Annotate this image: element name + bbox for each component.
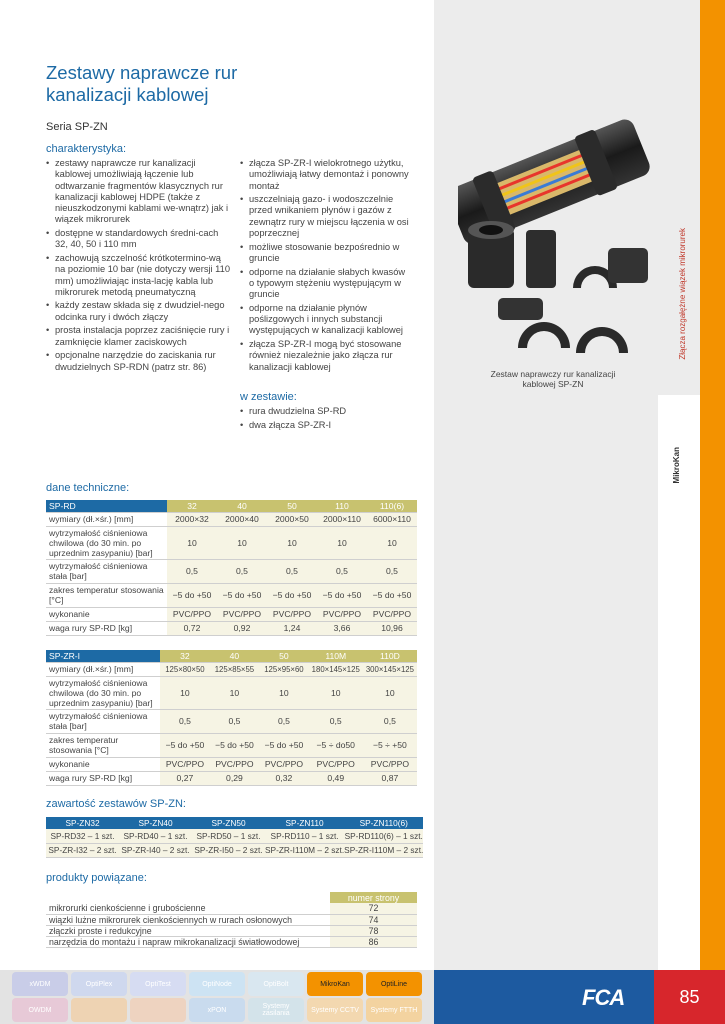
table-cell: 0,49 [309, 771, 363, 785]
page-number: 85 [654, 970, 725, 1024]
table-cell: 0,87 [363, 771, 417, 785]
table-cell: SP-RD110(6) – 1 szt. [344, 829, 423, 843]
page-ref: 74 [330, 914, 417, 925]
table-header-cell: SP-ZR-I [46, 650, 160, 662]
table-cell: SP-ZR-I110M – 2 szt. [344, 845, 424, 855]
page-ref: 78 [330, 925, 417, 936]
table-row [46, 843, 423, 857]
table-cell: PVC/PPO [259, 757, 309, 771]
product-photo [458, 118, 658, 368]
title-line-2: kanalizacji kablowej [46, 84, 209, 105]
footer-chip-optiplex[interactable]: OptiPlex [71, 972, 127, 996]
table-header-cell: 32 [160, 650, 210, 662]
row-label: wymiary (dł.×śr.) [mm] [46, 662, 160, 676]
list-item: • zestawy naprawcze rur kanalizacji kablowej umożliwiają łączenie lub odtwarzanie fragmentów klasycznych rur kanalizacji kablowej HDPE (także z nieuszkodzonymi kablami we-wnątrz) jak i wiązek mikrorurek [46, 158, 231, 226]
list-item: • uszczelniają gazo- i wodoszczelnie przed wnikaniem płynów i gazów z zewnątrz rury w miejscu łączenia w osi poprzecznej [240, 194, 412, 239]
table-row [46, 526, 417, 559]
table-header-row [46, 892, 417, 903]
table-cell: 0,32 [259, 771, 309, 785]
table-row [46, 936, 417, 947]
table-cell: −5 do +50 [167, 583, 217, 607]
table-related-products [46, 892, 417, 948]
table-cell: SP-ZR-I50 – 2 szt. [192, 843, 265, 857]
table-cell: 3,66 [317, 621, 367, 635]
table-cell: 0,72 [167, 621, 217, 635]
table-header-cell: 32 [167, 500, 217, 512]
list-item: • prosta instalacja poprzez zaciśnięcie rury i zamknięcie klamer zaciskowych [46, 325, 231, 348]
page-ref: 72 [330, 903, 417, 914]
table-cell: 300×145×125 [363, 662, 417, 676]
table-row [46, 733, 417, 757]
footer-chip-ftth[interactable]: Systemy FTTH [366, 998, 422, 1022]
row-label: waga rury SP-RD [kg] [46, 621, 167, 635]
table-row [46, 829, 423, 843]
kit-title: w zestawie: [240, 391, 297, 403]
table-cell: −5 ÷ do50 [309, 733, 363, 757]
row-label: waga rury SP-RD [kg] [46, 771, 160, 785]
list-item: • dostępne w standardowych średni-cach 32, 40, 50 i 110 mm [46, 228, 231, 251]
table-cell: −5 ÷ +50 [363, 733, 417, 757]
features-list-left [46, 158, 231, 375]
table-header-spacer [46, 892, 330, 903]
fca-logo: FCA [582, 985, 625, 1010]
table-cell: SP-RD50 – 1 szt. [192, 829, 265, 843]
table-cell: SP-RD110 – 1 szt. [265, 829, 344, 843]
table-cell: 2000×50 [267, 512, 317, 526]
row-label: zakres temperatur stosowania [°C] [46, 733, 160, 757]
table-cell: 2000×32 [167, 512, 217, 526]
contents-title: zawartość zestawów SP-ZN: [46, 798, 186, 810]
table-cell: −5 do +50 [367, 583, 417, 607]
table-cell: SP-ZR-I40 – 2 szt. [119, 843, 192, 857]
related-product: wiązki lużne mikrorurek cienkościennych w rurach osłonowych [46, 914, 330, 925]
table-header-cell: 110M [309, 650, 363, 662]
table-cell: 0,29 [210, 771, 260, 785]
table-row [46, 709, 417, 733]
related-product: mikrorurki cienkościenne i grubościenne [46, 903, 330, 914]
table-row [46, 607, 417, 621]
row-label: wymiary (dł.×śr.) [mm] [46, 512, 167, 526]
series-label: Seria SP-ZN [46, 121, 108, 133]
list-item: • złącza SP-ZR-I mogą być stosowane również niezależnie jako złącza rur kanalizacji kablowej [240, 339, 412, 373]
table-row [46, 903, 417, 914]
list-item: • odporne na działanie słabych kwasów o typowym stężeniu występującym w gruncie [240, 267, 412, 301]
table-cell: PVC/PPO [167, 607, 217, 621]
row-label: zakres temperatur stosowania [°C] [46, 583, 167, 607]
footer-chip-3[interactable] [130, 998, 186, 1022]
table-cell: PVC/PPO [317, 607, 367, 621]
table-cell: PVC/PPO [309, 757, 363, 771]
kit-list [240, 406, 412, 433]
table-cell: SP-RD40 – 1 szt. [119, 829, 192, 843]
table-cell: 10 [267, 526, 317, 559]
table-row [46, 559, 417, 583]
list-item: • każdy zestaw składa się z dwudziel-nego odcinka rury i dwóch złączy [46, 300, 231, 323]
list-item: • zachowują szczelność krótkotermino-wą na poziomie 10 bar (nie dotyczy wersji 110 mm) umożliwiając insta-lację kabla lub mikrorurek metodą pneumatyczną [46, 253, 231, 298]
table-row [46, 757, 417, 771]
table-cell: 1,24 [267, 621, 317, 635]
list-item: • złącza SP-ZR-I wielokrotnego użytku, umożliwiają łatwy demontaż i ponowny montaż [240, 158, 412, 192]
related-product: złączki proste i redukcyjne [46, 925, 330, 936]
table-cell: PVC/PPO [267, 607, 317, 621]
table-cell: 0,92 [217, 621, 267, 635]
side-section-label: Złącza rozgałężne wiązek mikrorurek [678, 228, 687, 360]
table-cell: −5 do +50 [317, 583, 367, 607]
footer-chip-xwdm[interactable]: xWDM [12, 972, 68, 996]
table-cell: 10,96 [367, 621, 417, 635]
footer-chip-optitest[interactable]: OptiTest [130, 972, 186, 996]
related-title: produkty powiązane: [46, 872, 147, 884]
table-cell: PVC/PPO [160, 757, 210, 771]
related-product: narzędzia do montażu i napraw mikrokanalizacji światłowodowej [46, 936, 330, 947]
table-sp-rd [46, 500, 417, 636]
table-cell: −5 do +50 [160, 733, 210, 757]
table-header-cell: 110(6) [367, 500, 417, 512]
footer-chip-mikrokan[interactable]: MikroKan [307, 972, 363, 996]
table-cell: −5 do +50 [259, 733, 309, 757]
table-cell: PVC/PPO [363, 757, 417, 771]
footer-chip-2[interactable] [71, 998, 127, 1022]
table-cell: SP-RD32 – 1 szt. [46, 829, 119, 843]
table-row [46, 925, 417, 936]
footer-chip-owdm[interactable]: OWDM [12, 998, 68, 1022]
table-cell: 0,5 [317, 559, 367, 583]
title-line-1: Zestawy naprawcze rur [46, 62, 238, 83]
row-label: wytrzymałość ciśnieniowa stała [bar] [46, 559, 167, 583]
side-mikrokan-label: MikroKan [672, 447, 681, 484]
table-kit-contents [46, 817, 423, 858]
table-header-row [46, 500, 417, 512]
table-cell: 10 [167, 526, 217, 559]
table-header-cell: SP-RD [46, 500, 167, 512]
table-cell: 0,5 [210, 709, 260, 733]
table-row [46, 771, 417, 785]
table-cell: 0,5 [259, 709, 309, 733]
table-row [46, 914, 417, 925]
table-cell: 125×95×60 [259, 662, 309, 676]
table-cell: 0,5 [309, 709, 363, 733]
table-cell: SP-ZR-I32 – 2 szt. [46, 843, 119, 857]
table-cell: 10 [160, 676, 210, 709]
row-label: wytrzymałość ciśnieniowa chwilowa (do 30 min. po uprzednim zasypaniu) [bar] [46, 526, 167, 559]
features-list-right [240, 158, 412, 375]
tech-title: dane techniczne: [46, 482, 130, 494]
table-header-cell: SP-ZN110 [265, 817, 344, 829]
list-item: • odporne na działanie płynów poślizgowych i innych substancji występujących w kanalizacji kablowej [240, 303, 412, 337]
section-tab-strip [700, 0, 725, 970]
footer-chip-zasilanie[interactable]: Systemy zasilania [248, 998, 304, 1022]
table-cell: 10 [317, 526, 367, 559]
table-cell: 10 [363, 676, 417, 709]
row-label: wytrzymałość ciśnieniowa stała [bar] [46, 709, 160, 733]
table-cell: 0,27 [160, 771, 210, 785]
table-cell: 10 [259, 676, 309, 709]
table-header-cell: 40 [210, 650, 260, 662]
table-cell: 10 [309, 676, 363, 709]
table-header-cell: numer strony [330, 892, 417, 903]
table-cell: 0,5 [160, 709, 210, 733]
table-cell: PVC/PPO [367, 607, 417, 621]
table-cell: 2000×40 [217, 512, 267, 526]
table-cell: 180×145×125 [309, 662, 363, 676]
table-sp-zr-i [46, 650, 417, 786]
list-item: • opcjonalne narzędzie do zaciskania rur dwudzielnych SP-RDN (patrz str. 86) [46, 350, 231, 373]
row-label: wykonanie [46, 607, 167, 621]
footer-chip-xpon[interactable]: xPON [189, 998, 245, 1022]
table-header-cell: SP-ZN32 [46, 817, 119, 829]
table-cell: 0,5 [267, 559, 317, 583]
table-header-cell: SP-ZN110(6) [344, 817, 423, 829]
table-row [46, 512, 417, 526]
features-title: charakterystyka: [46, 143, 127, 155]
table-header-cell: 50 [259, 650, 309, 662]
table-cell: PVC/PPO [210, 757, 260, 771]
table-header-cell: 40 [217, 500, 267, 512]
table-header-row [46, 650, 417, 662]
table-header-cell: 50 [267, 500, 317, 512]
table-header-cell: SP-ZN50 [192, 817, 265, 829]
table-cell: 2000×110 [317, 512, 367, 526]
page-title [46, 62, 286, 106]
table-cell: −5 do +50 [267, 583, 317, 607]
table-cell: 6000×110 [367, 512, 417, 526]
photo-caption: Zestaw naprawczy rur kanalizacji kablowej SP-ZN [490, 369, 616, 389]
footer-chip-optinode[interactable]: OptiNode [189, 972, 245, 996]
table-header-cell: 110D [363, 650, 417, 662]
table-cell: 10 [217, 526, 267, 559]
list-item: • możliwe stosowanie bezpośrednio w gruncie [240, 242, 412, 265]
table-cell: 10 [367, 526, 417, 559]
row-label: wytrzymałość ciśnieniowa chwilowa (do 30 min. po uprzednim zasypaniu) [bar] [46, 676, 160, 709]
footer-chip-optiline[interactable]: OptiLine [366, 972, 422, 996]
table-cell: −5 do +50 [217, 583, 267, 607]
table-cell: 125×80×50 [160, 662, 210, 676]
footer-chip-optibolt[interactable]: OptiBolt [248, 972, 304, 996]
table-header-row [46, 817, 423, 829]
row-label: wykonanie [46, 757, 160, 771]
table-cell: 0,5 [363, 709, 417, 733]
table-cell: SP-ZR-I110M – 2 szt. [265, 845, 345, 855]
table-cell: 0,5 [367, 559, 417, 583]
table-row [46, 621, 417, 635]
table-cell: PVC/PPO [217, 607, 267, 621]
list-item: • rura dwudzielna SP-RD [240, 406, 412, 417]
table-row [46, 662, 417, 676]
table-cell: 125×85×55 [210, 662, 260, 676]
footer-chip-cctv[interactable]: Systemy CCTV [307, 998, 363, 1022]
page-ref: 86 [330, 936, 417, 947]
table-header-cell: 110 [317, 500, 367, 512]
list-item: • dwa złącza SP-ZR-I [240, 420, 412, 431]
table-cell: 0,5 [217, 559, 267, 583]
table-cell: −5 do +50 [210, 733, 260, 757]
table-cell: 0,5 [167, 559, 217, 583]
table-header-cell: SP-ZN40 [119, 817, 192, 829]
table-cell: 10 [210, 676, 260, 709]
table-row [46, 583, 417, 607]
table-row [46, 676, 417, 709]
